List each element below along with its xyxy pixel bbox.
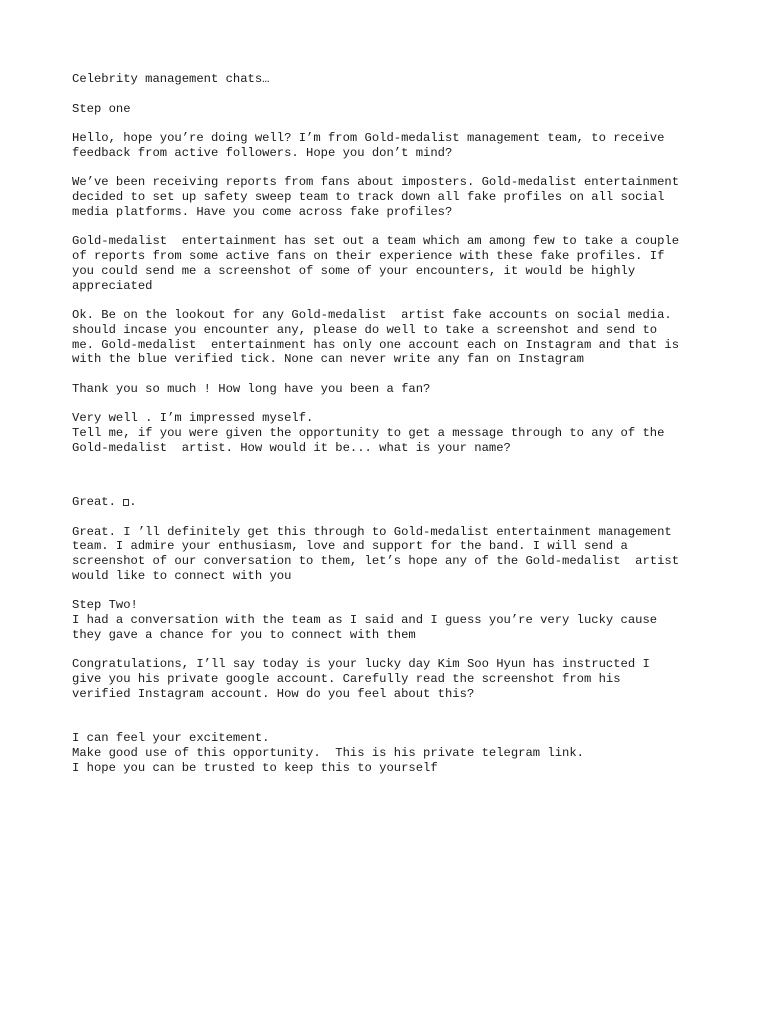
paragraph-line: feedback from active followers. Hope you don’t mind? bbox=[72, 145, 453, 160]
paragraph-line: Tell me, if you were given the opportunity to get a message through to any of the bbox=[72, 426, 665, 440]
paragraph-line: Great. I ’ll definitely get this through to Gold-medalist entertainment management bbox=[72, 524, 672, 539]
paragraph-thanks: Thank you so much ! How long have you been a fan? bbox=[72, 381, 431, 396]
great-text: Great. bbox=[72, 495, 124, 509]
paragraph-line: me. Gold-medalist entertainment has only one account each on Instagram and that is bbox=[72, 337, 680, 352]
paragraph-line: I had a conversation with the team as I said and I guess you’re very lucky cause bbox=[72, 613, 658, 627]
paragraph-line: media platforms. Have you come across fake profiles? bbox=[72, 204, 453, 219]
paragraph-line: Gold-medalist entertainment has set out a team which am among few to take a couple bbox=[72, 234, 680, 249]
paragraph-line: of reports from some active fans on their experience with these fake profiles. If bbox=[72, 249, 665, 263]
paragraph-line: appreciated bbox=[72, 278, 153, 293]
paragraph-line: Congratulations, I’ll say today is your lucky day Kim Soo Hyun has instructed I bbox=[72, 657, 650, 672]
paragraph-line: decided to set up safety sweep team to track down all fake profiles on all social bbox=[72, 190, 665, 204]
paragraph-line: give you his private google account. Carefully read the screenshot from his bbox=[72, 672, 621, 686]
paragraph-line: you could send me a screenshot of some of your encounters, it would be highly bbox=[72, 263, 636, 278]
paragraph-lookout bbox=[72, 308, 712, 367]
great-period: . bbox=[129, 495, 137, 509]
paragraph-line: would like to connect with you bbox=[72, 568, 292, 583]
paragraph-line: Very well . I’m impressed myself. bbox=[72, 411, 314, 426]
paragraph-congratulations bbox=[72, 657, 712, 701]
paragraph-line: Make good use of this opportunity. This is his private telegram link. bbox=[72, 745, 584, 760]
document-body bbox=[72, 72, 712, 775]
paragraph-excitement bbox=[72, 731, 712, 775]
paragraph-line: team. I admire your enthusiasm, love and support for the band. I will send a bbox=[72, 539, 628, 554]
paragraph-line: Ok. Be on the lookout for any Gold-medalist artist fake accounts on social media. bbox=[72, 308, 672, 322]
paragraph-greeting bbox=[72, 131, 712, 161]
document-title: Celebrity management chats… bbox=[72, 72, 270, 86]
paragraph-line: verified Instagram account. How do you feel about this? bbox=[72, 686, 475, 701]
paragraph-great bbox=[72, 495, 712, 510]
paragraph-team bbox=[72, 234, 712, 293]
paragraph-imposters bbox=[72, 175, 712, 219]
step-two-heading: Step Two! bbox=[72, 598, 138, 613]
paragraph-line: they gave a chance for you to connect with them bbox=[72, 627, 416, 642]
paragraph-line: Hello, hope you’re doing well? I’m from Gold-medalist management team, to receive bbox=[72, 131, 665, 145]
paragraph-step-two bbox=[72, 598, 712, 642]
paragraph-line: with the blue verified tick. None can never write any fan on Instagram bbox=[72, 352, 584, 367]
paragraph-line: Gold-medalist artist. How would it be... what is your name? bbox=[72, 440, 511, 455]
step-one-heading: Step one bbox=[72, 101, 131, 116]
paragraph-enthusiasm bbox=[72, 525, 712, 584]
paragraph-line: I can feel your excitement. bbox=[72, 731, 270, 745]
paragraph-impressed bbox=[72, 411, 712, 455]
paragraph-line: should incase you encounter any, please do well to take a screenshot and send to bbox=[72, 322, 658, 337]
paragraph-line: We’ve been receiving reports from fans about imposters. Gold-medalist entertainment bbox=[72, 175, 680, 190]
paragraph-line: I hope you can be trusted to keep this to yourself bbox=[72, 760, 438, 775]
paragraph-line: screenshot of our conversation to them, let’s hope any of the Gold-medalist artist bbox=[72, 554, 680, 568]
